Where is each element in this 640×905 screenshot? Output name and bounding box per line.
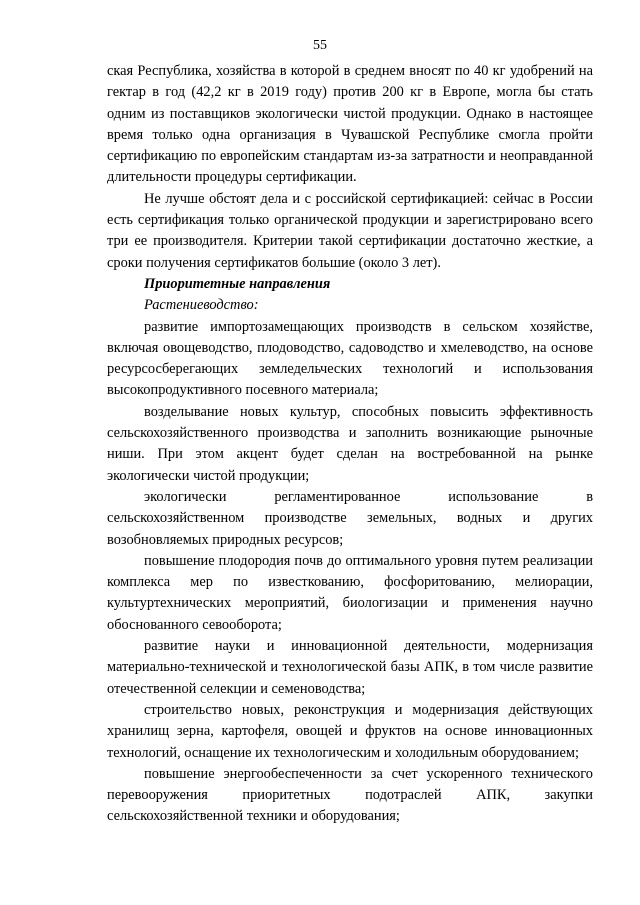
- section-heading: Приоритетные направления: [144, 275, 331, 292]
- list-item: экологически регламентированное использование в сельскохозяйственном производстве земельных, водных и других возобновляемых природных ресурсов;: [107, 488, 593, 548]
- list-item: повышение энергообеспеченности за счет ускоренного технического перевооружения приоритетных подотраслей АПК, закупки сельскохозяйственной техники и оборудования;: [107, 765, 593, 825]
- list-item: повышение плодородия почв до оптимального уровня путем реализации комплекса мер по известкованию, фосфоритованию, мелиорации, культуртехнических мероприятий, биологизации и применения научно обоснованного севооборота;: [107, 552, 593, 633]
- paragraph-russian-certification: Не лучше обстоят дела и с российской сертификацией: сейчас в России есть сертификация только органической продукции и зарегистрировано всего три ее производителя. Критерии такой сертификации достаточно жесткие, а сроки получения сертификатов большие (около 3 лет).: [107, 190, 593, 271]
- subsection-heading: Растениеводство:: [144, 297, 259, 314]
- list-item: возделывание новых культур, способных повысить эффективность сельскохозяйственного производства и заполнить возникающие рыночные ниши. При этом акцент будет сделан на востребованной на рынке экологически чистой продукции;: [107, 403, 593, 484]
- list-item: развитие науки и инновационной деятельности, модернизация материально-технической и технологической базы АПК, в том числе развитие отечественной селекции и семеноводства;: [107, 638, 593, 697]
- page-body: [107, 61, 593, 828]
- paragraph-intro-continuation: ская Республика, хозяйства в которой в среднем вносят по 40 кг удобрений на гектар в год (42,2 кг в 2019 году) против 200 кг в Европе, могла бы стать одним из поставщиков экологически чистой продукции. Однако в настоящее время только одна организация в Чувашской Республике смогла пройти сертификацию по европейским стандартам из-за затратности и неоправданной длительности процедуры сертификации.: [107, 63, 593, 186]
- list-item: развитие импортозамещающих производств в сельском хозяйстве, включая овощеводство, плодоводство, садоводство и хмелеводство, на основе ресурсосберегающих земледельческих технологий и использования высокопродуктивного посевного материала;: [107, 318, 593, 399]
- page-number: 55: [313, 38, 327, 53]
- list-item: строительство новых, реконструкция и модернизация действующих хранилищ зерна, картофеля, овощей и фруктов на основе инновационных технологий, оснащение их технологическим и холодильным оборудованием;: [107, 701, 593, 761]
